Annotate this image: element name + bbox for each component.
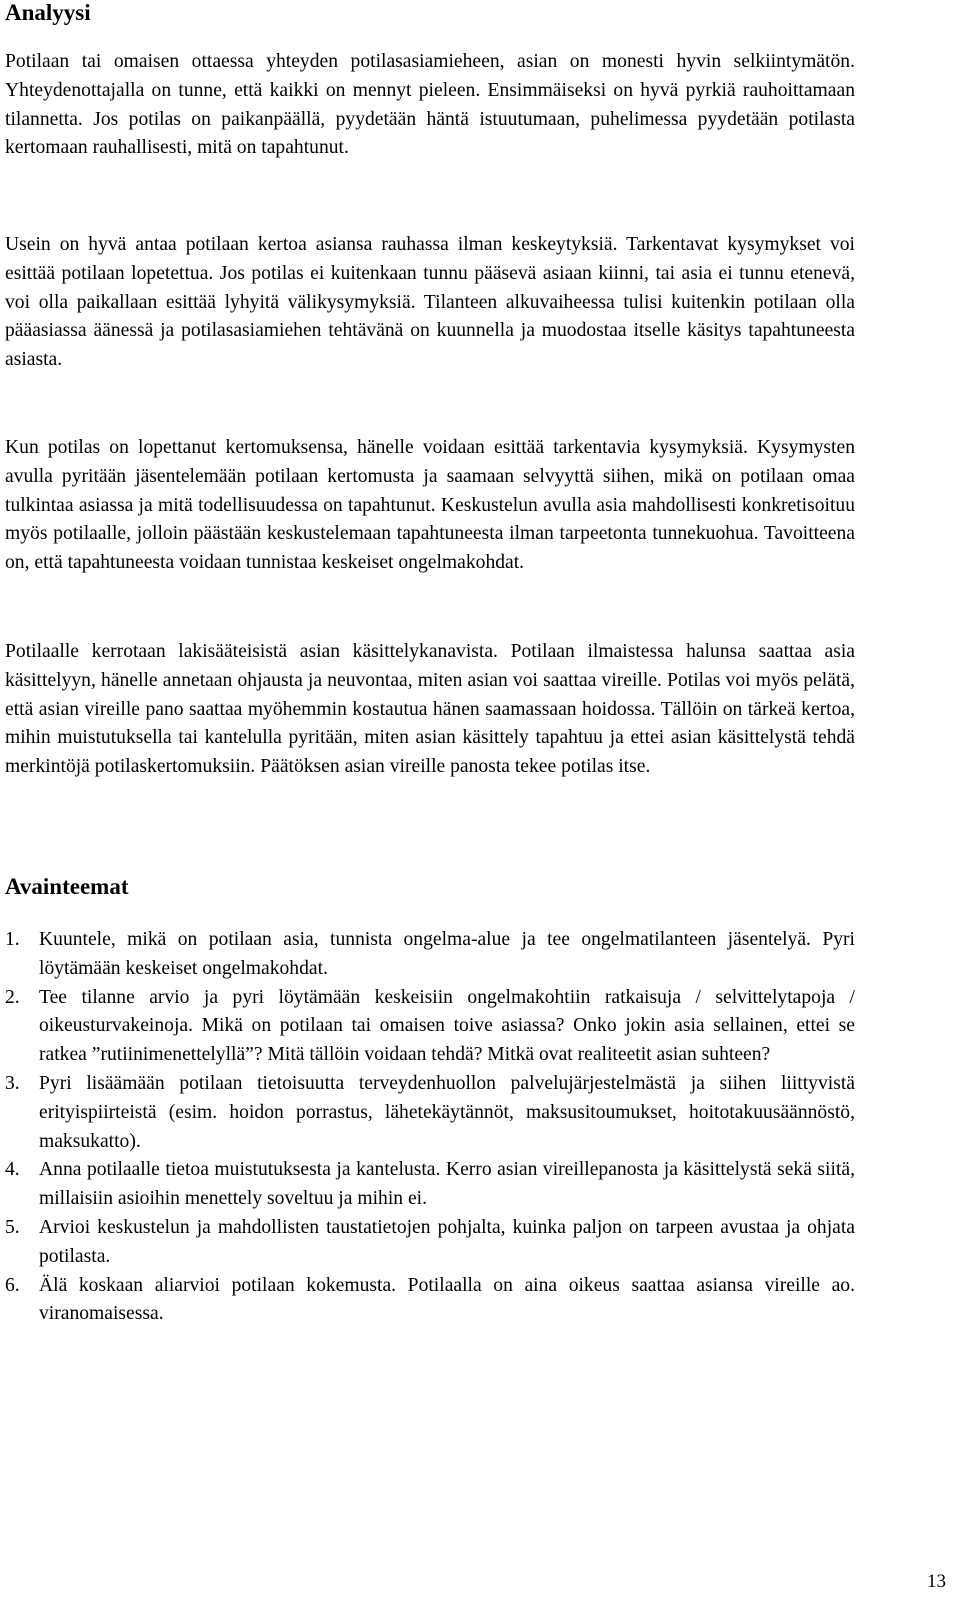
list-item-text: Anna potilaalle tietoa muistutuksesta ja kantelusta. Kerro asian vireillepanosta ja käsittelystä sekä siitä, millaisiin asioihin menettely soveltuu ja mihin ei.: [39, 1159, 855, 1210]
list-item-text: Älä koskaan aliarvioi potilaan kokemusta. Potilaalla on aina oikeus saattaa asiansa vireille ao. viranomaisessa.: [39, 1274, 855, 1325]
list-item-number: 4.: [5, 1159, 20, 1181]
list-item-text: Arvioi keskustelun ja mahdollisten taustatietojen pohjalta, kuinka paljon on tarpeen avustaa ja ohjata potilasta.: [39, 1216, 855, 1267]
list-item: [5, 984, 855, 1070]
paragraph: Kun potilas on lopettanut kertomuksensa, hänelle voidaan esittää tarkentavia kysymyksiä. Kysymysten avulla pyritään jäsentelemään potilaan kertomusta ja saamaan selvyyttä siihen, mikä on potilaan omaa tulkintaa asiassa ja mitä todellisuudessa on tapahtunut. Keskustelun avulla asia mahdollisesti konkretisoituu myös potilaalle, jolloin päästään keskustelemaan tapahtuneesta ilman tarpeetonta tunnekuohua. Tavoitteena on, että tapahtuneesta voidaan tunnistaa keskeiset ongelmakohdat.: [5, 437, 855, 574]
list-item-number: 2.: [5, 986, 20, 1008]
list-item-number: 5.: [5, 1216, 20, 1238]
section-heading-analyysi: Analyysi: [5, 0, 91, 25]
section-heading-avainteemat: Avainteemat: [5, 874, 129, 899]
list-item: [5, 1156, 855, 1214]
list-item-text: Tee tilanne arvio ja pyri löytämään keskeisiin ongelmakohtiin ratkaisuja / selvittelytapoja / oikeusturvakeinoja. Mikä on potilaan tai omaisen toive asiassa? Onko jokin asia sellainen, ettei se ratkea ”rutiinimenettelyllä”? Mitä tällöin voidaan tehdä? Mitkä ovat realiteetit asian suhteen?: [39, 986, 855, 1066]
list-item-number: 3.: [5, 1072, 20, 1094]
list-item-text: Pyri lisäämään potilaan tietoisuutta terveydenhuollon palvelujärjestelmästä ja siihen liittyvistä erityispiirteistä (esim. hoidon porrastus, lähetekäytännöt, maksusitoumukset, hoitotakuusäännöstö, maksukatto).: [39, 1072, 855, 1152]
list-item: [5, 926, 855, 984]
paragraph: Potilaan tai omaisen ottaessa yhteyden potilasasiamieheen, asian on monesti hyvin selkiintymätön. Yhteydenottajalla on tunne, että kaikki on mennyt pieleen. Ensimmäiseksi on hyvä pyrkiä rauhoittamaan tilannetta. Jos potilas on paikanpäällä, pyydetään häntä istuutumaan, puhelimessa pyydetään potilasta kertomaan rauhallisesti, mitä on tapahtunut.: [5, 51, 855, 159]
paragraph: Usein on hyvä antaa potilaan kertoa asiansa rauhassa ilman keskeytyksiä. Tarkentavat kysymykset voi esittää potilaan lopetettua. Jos potilas ei kuitenkaan tunnu pääsevä asiaan kiinni, tai asia ei tunnu etenevä, voi olla paikallaan esittää lyhyitä välikysymyksiä. Tilanteen alkuvaiheessa tulisi kuitenkin potilaan olla pääasiassa äänessä ja potilasasiamiehen tehtävänä on kuunnella ja muodostaa itselle käsitys tapahtuneesta asiasta.: [5, 234, 855, 371]
list-item: [5, 1272, 855, 1330]
paragraph: Potilaalle kerrotaan lakisääteisistä asian käsittelykanavista. Potilaan ilmaistessa halunsa saattaa asia käsittelyyn, hänelle annetaan ohjausta ja neuvontaa, miten asian voi saattaa vireille. Potilas voi myös pelätä, että asian vireille pano saattaa myöhemmin kostautua hänen saamassaan hoidossa. Tällöin on tärkeä kertoa, mihin muistutuksella tai kantelulla pyritään, miten asian käsittely tapahtuu ja ettei asian käsittelystä tehdä merkintöjä potilaskertomuksiin. Päätöksen asian vireille panosta tekee potilas itse.: [5, 641, 855, 778]
list-item-text: Kuuntele, mikä on potilaan asia, tunnista ongelma-alue ja tee ongelmatilanteen jäsentelyä. Pyri löytämään keskeiset ongelmakohdat.: [39, 929, 855, 979]
list-item-number: 6.: [5, 1274, 20, 1296]
list-item: [5, 1214, 855, 1272]
list-item-number: 1.: [5, 929, 20, 950]
list-item: [5, 1070, 855, 1156]
key-themes-list: [5, 926, 855, 1329]
page-number: 13: [927, 1571, 946, 1592]
